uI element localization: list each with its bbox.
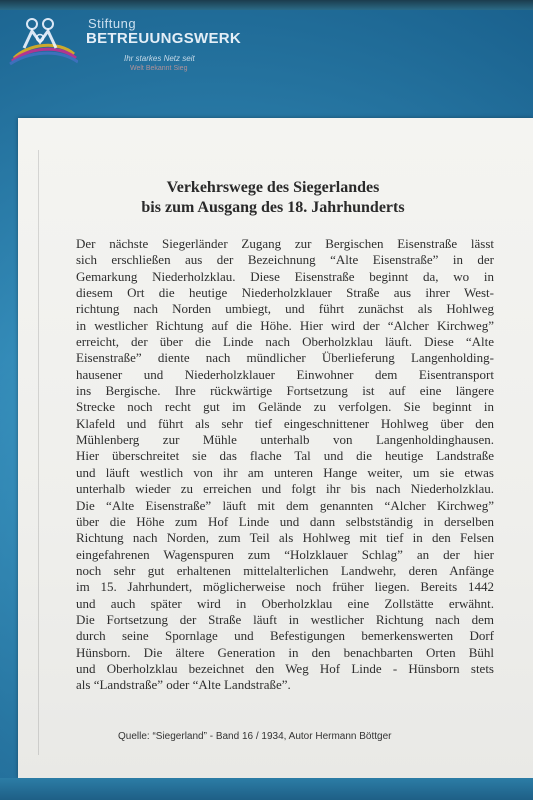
sign-title (78, 178, 468, 218)
sign-body-line: durch seine Spornlage und Befestigungen bemerkenswerten Dorf (76, 628, 494, 644)
sign-body-line: erreicht, der über die Linde nach Oberholzklau läuft. Diese “Alte (76, 334, 494, 350)
sign-body-line: Gemarkung Niederholzklau. Diese Eisenstraße beginnt da, wo in (76, 268, 494, 284)
sign-body-line: noch sehr gut erhaltenen mittelalterlichen Landwehr, deren Anfänge (76, 562, 494, 578)
stiftung-betreuungswerk-logo-icon (8, 14, 78, 68)
watermark-logo (8, 8, 242, 78)
sign-body-line: unterhalb wieder zu erreichen und folgt ihr bis nach Niederholzklau. (76, 481, 494, 497)
logo-site-text: Welt Bekannt Sieg (130, 65, 188, 72)
sign-body-line: und läuft westlich von ihr am unteren Hange weiter, um sie etwas (76, 464, 494, 480)
sign-body-line: Die “Alte Eisenstraße” läuft mit dem genannten “Alcher Kirchweg” (76, 497, 494, 513)
sign-body-line: als “Landstraße” oder “Alte Landstraße”. (76, 677, 291, 693)
sign-body-line: ins Bergische. Ihre rückwärtige Fortsetzung ist auf eine längere (76, 383, 494, 399)
information-sign (18, 118, 533, 778)
display-case-frame-bottom (0, 778, 533, 800)
sign-body-line: in westlicher Richtung auf die Höhe. Hier wird der “Alcher Kirchweg” (76, 317, 494, 333)
logo-motto-text: Ihr starkes Netz seit (124, 54, 195, 63)
sign-body-line: und Oberholzklau bezeichnet den Weg Hof Linde - Hünsborn stets (76, 660, 494, 676)
sign-body-line: Klafeld und führt als sehr tief eingeschnittener Hohlweg über den (76, 415, 494, 431)
sign-source-citation: Quelle: “Siegerland” - Band 16 / 1934, Autor Hermann Böttger (118, 731, 392, 742)
sign-title-line-1: Verkehrswege des Siegerlandes (166, 179, 380, 196)
sign-body-line: Eisenstraße” diente nach mündlicher Überlieferung Langenholding- (76, 350, 494, 366)
sign-body-line: Hünsborn. Die ältere Generation in den benachbarten Orten Bühl (76, 644, 494, 660)
sign-body-line: Mühlenberg zur Mühle unterhalb von Langenholdinghausen. (76, 432, 494, 448)
sign-body-text (76, 236, 494, 694)
sign-body-line: und auch später wird in Oberholzklau eine Zollstätte erwähnt. (76, 595, 494, 611)
sign-body-line: richtung nach Norden umbiegt, und führt zunächst als Hohlweg (76, 301, 494, 317)
logo-stiftung-text: Stiftung (88, 16, 137, 31)
logo-name-text: BETREUUNGSWERK (86, 30, 242, 47)
sign-body-line: hausener und Niederholzklauer Einwohner dem Eisentransport (76, 366, 494, 382)
sign-body-line: sich erschließen aus der Bezeichnung “Alte Eisenstraße” in der (76, 252, 494, 268)
sign-body-line: Der nächste Siegerländer Zugang zur Bergischen Eisenstraße lässt (76, 236, 494, 251)
sign-body-line: diesem Ort die heutige Niederholzklauer Straße aus ihrer West- (76, 285, 494, 301)
sign-body-line: Hier überschreitet sie das flache Tal und die heutige Landstraße (76, 448, 494, 464)
sign-body-line: über die Höhe zum Hof Linde und dann selbstständig in derselben (76, 513, 494, 529)
sign-body-line: Die Fortsetzung der Straße läuft in westlicher Richtung nach dem (76, 611, 494, 627)
sign-body-line: Richtung nach Norden, zum Teil als Hohlweg mit tief in den Felsen (76, 530, 494, 546)
sign-body-line: im 15. Jahrhundert, möglicherweise noch früher liegen. Bereits 1442 (76, 579, 494, 595)
sign-body-line: eingefahrenen Wagenspuren zum “Holzklauer Schlag” an der hier (76, 546, 494, 562)
sign-title-line-2: bis zum Ausgang des 18. Jahrhunderts (141, 199, 405, 216)
sign-body-line: Strecke noch recht gut im Gelände zu verfolgen. Sie beginnt in (76, 399, 494, 415)
